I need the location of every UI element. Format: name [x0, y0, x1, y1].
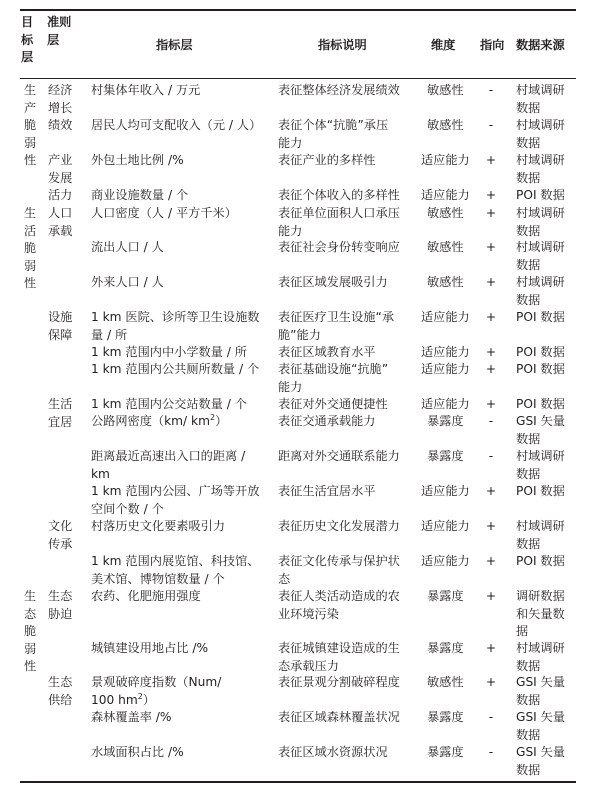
indicator-cell: 森林覆盖率 /% [91, 710, 172, 724]
indicator-desc-cell: 表征对外交通便捷性 [278, 397, 388, 411]
data-source-cell: POI 数据 [516, 188, 565, 202]
data-source-cell: GSI 矢量 数据 [516, 414, 566, 446]
direction-cell: - [488, 83, 494, 97]
criterion-population-capacity: 人口 承载 [48, 206, 73, 238]
direction-cell: + [485, 362, 497, 376]
header-criterion-layer: 准则 层 [47, 15, 72, 47]
indicator-cell: 1 km 范围内中小学数量 / 所 [91, 345, 247, 359]
data-source-cell: 村域调研 数据 [516, 118, 565, 150]
direction-cell: - [488, 449, 494, 463]
header-target-layer: 目 标 层 [21, 15, 34, 64]
indicator-cell: 1 km 范围内公园、广场等开放 空间个数 / 个 [91, 484, 260, 516]
indicator-text: 景观破碎度指数（Num/ 100 hm [91, 675, 222, 707]
data-source-cell: POI 数据 [516, 484, 565, 498]
criterion-industry-vitality: 产业 发展 活力 [48, 153, 73, 202]
direction-cell: - [488, 710, 494, 724]
criterion-eco-supply: 生态 供给 [48, 675, 73, 707]
data-source-cell: POI 数据 [516, 397, 565, 411]
direction-cell: + [485, 519, 497, 533]
indicator-desc-cell: 表征医疗卫生设施“承 脆”能力 [278, 310, 395, 342]
data-source-cell: 村域调研 数据 [516, 153, 565, 185]
indicator-text-tail: ） [142, 692, 156, 707]
data-source-cell: POI 数据 [516, 362, 565, 376]
dimension-cell: 敏感性 [427, 275, 464, 289]
indicator-cell: 城镇建设用地占比 /% [91, 641, 209, 655]
data-source-cell: POI 数据 [516, 554, 565, 568]
indicator-cell: 外来人口 / 人 [91, 275, 164, 289]
indicator-desc-cell: 表征整体经济发展绩效 [278, 83, 400, 97]
direction-cell: + [485, 484, 497, 498]
direction-cell: + [485, 275, 497, 289]
indicator-desc-cell: 表征产业的多样性 [278, 153, 376, 167]
data-source-cell: GSI 矢量 数据 [516, 745, 566, 777]
indicator-superscript: 2 [137, 691, 143, 701]
target-layer-ecology: 生 态 脆 弱 性 [24, 589, 37, 673]
data-source-cell: 村域调研 数据 [516, 449, 565, 481]
direction-cell: + [485, 675, 497, 689]
dimension-cell: 暴露度 [427, 710, 464, 724]
table-header-rule [20, 78, 576, 79]
dimension-cell: 适应能力 [421, 554, 470, 568]
criterion-livability: 生活 宜居 [48, 397, 73, 429]
indicator-desc-cell: 表征区域水资源状况 [278, 745, 388, 759]
data-source-cell: POI 数据 [516, 310, 565, 324]
indicator-cell: 1 km 范围内公共厕所数量 / 个 [91, 362, 260, 376]
data-source-cell: GSI 矢量 数据 [516, 710, 566, 742]
dimension-cell: 适应能力 [421, 519, 470, 533]
indicator-cell: 1 km 医院、诊所等卫生设施数 量 / 所 [91, 310, 260, 342]
indicator-desc-cell: 表征社会身份转变响应 [278, 240, 400, 254]
indicator-cell: 村集体年收入 / 万元 [91, 83, 201, 97]
data-source-cell: 村域调研 数据 [516, 206, 565, 238]
dimension-cell: 敏感性 [427, 83, 464, 97]
data-source-cell: 村域调研 数据 [516, 83, 565, 115]
direction-cell: - [488, 118, 494, 132]
indicator-cell [91, 413, 227, 431]
data-source-cell: 村域调研 数据 [516, 641, 565, 673]
direction-cell: + [485, 554, 497, 568]
direction-cell: + [485, 641, 497, 655]
data-source-cell: GSI 矢量 数据 [516, 675, 566, 707]
indicator-desc-cell: 表征景观分割破碎程度 [278, 675, 400, 689]
criterion-facility-support: 设施 保障 [48, 310, 73, 342]
dimension-cell: 暴露度 [427, 414, 464, 428]
dimension-cell: 暴露度 [427, 449, 464, 463]
dimension-cell: 敏感性 [427, 240, 464, 254]
indicator-cell: 村落历史文化要素吸引力 [91, 519, 226, 533]
indicator-desc-cell: 表征单位面积人口承压 能力 [278, 206, 400, 238]
dimension-cell: 适应能力 [421, 397, 470, 411]
data-source-cell: 村域调研 数据 [516, 519, 565, 551]
criterion-eco-stress: 生态 胁迫 [48, 589, 73, 621]
dimension-cell: 适应能力 [421, 153, 470, 167]
indicator-desc-cell: 表征生活宜居水平 [278, 484, 376, 498]
direction-cell: + [485, 345, 497, 359]
header-data-source: 数据来源 [516, 38, 565, 52]
indicator-superscript: 2 [209, 412, 216, 422]
dimension-cell: 适应能力 [421, 484, 470, 498]
indicator-text-tail: ） [215, 414, 228, 428]
data-source-cell: POI 数据 [516, 345, 565, 359]
indicator-desc-cell: 距离对外交通联系能力 [278, 449, 400, 463]
indicator-desc-cell: 表征历史文化发展潜力 [278, 519, 400, 533]
indicator-cell [91, 674, 221, 709]
dimension-cell: 暴露度 [427, 589, 464, 603]
dimension-cell: 适应能力 [421, 362, 470, 376]
data-source-cell: 村域调研 数据 [516, 240, 565, 272]
header-indicator-layer: 指标层 [156, 38, 193, 52]
indicator-cell: 居民人均可支配收入（元 / 人） [91, 118, 262, 132]
direction-cell: - [488, 745, 494, 759]
direction-cell: + [485, 589, 497, 603]
indicator-cell: 距离最近高速出入口的距离 / km [91, 449, 246, 481]
indicator-cell: 流出人口 / 人 [91, 240, 164, 254]
target-layer-living: 生 活 脆 弱 性 [24, 206, 37, 290]
criterion-culture: 文化 传承 [48, 519, 73, 551]
dimension-cell: 敏感性 [427, 675, 464, 689]
dimension-cell: 适应能力 [421, 310, 470, 324]
dimension-cell: 暴露度 [427, 745, 464, 759]
dimension-cell: 敏感性 [427, 206, 464, 220]
dimension-cell: 敏感性 [427, 118, 464, 132]
indicator-desc-cell: 表征区域教育水平 [278, 345, 376, 359]
indicator-desc-cell: 表征区域发展吸引力 [278, 275, 388, 289]
header-indicator-desc: 指标说明 [318, 38, 367, 52]
direction-cell: + [485, 153, 497, 167]
header-dimension: 维度 [431, 38, 456, 52]
indicator-cell: 1 km 范围内展览馆、科技馆、 美术馆、博物馆数量 / 个 [91, 554, 260, 586]
indicator-desc-cell: 表征区域森林覆盖状况 [278, 710, 400, 724]
direction-cell: + [485, 206, 497, 220]
indicator-desc-cell: 表征交通承载能力 [278, 414, 376, 428]
criterion-economic-growth: 经济 增长 绩效 [48, 83, 73, 132]
data-source-cell: 村域调研 数据 [516, 275, 565, 307]
dimension-cell: 适应能力 [421, 345, 470, 359]
indicator-desc-cell: 表征人类活动造成的农 业环境污染 [278, 589, 400, 621]
indicator-cell: 商业设施数量 / 个 [91, 188, 189, 202]
indicator-cell: 外包土地比例 /% [91, 153, 184, 167]
direction-cell: + [485, 188, 497, 202]
indicator-cell: 人口密度（人 / 平方千米） [91, 206, 237, 220]
target-layer-production: 生 产 脆 弱 性 [24, 83, 37, 167]
direction-cell: - [488, 414, 494, 428]
dimension-cell: 暴露度 [427, 641, 464, 655]
dimension-cell: 适应能力 [421, 188, 470, 202]
indicator-desc-cell: 表征城镇建设造成的生 态承载压力 [278, 641, 400, 673]
indicator-desc-cell: 表征文化传承与保护状 态 [278, 554, 400, 586]
indicator-desc-cell: 表征个体“抗脆”承压 能力 [278, 118, 389, 150]
header-direction: 指向 [480, 38, 505, 52]
indicator-cell: 水域面积占比 /% [91, 745, 184, 759]
indicator-cell: 1 km 范围内公交站数量 / 个 [91, 397, 247, 411]
data-source-cell: 调研数据 和矢量数 据 [516, 589, 565, 638]
indicator-cell: 农药、化肥施用强度 [91, 589, 201, 603]
table-top-rule [20, 9, 576, 11]
direction-cell: + [485, 240, 497, 254]
direction-cell: + [485, 397, 497, 411]
indicator-desc-cell: 表征个体收入的多样性 [278, 188, 400, 202]
indicator-text: 公路网密度（km/ km [91, 414, 210, 428]
table-bottom-rule [20, 781, 576, 783]
direction-cell: + [485, 310, 497, 324]
indicator-desc-cell: 表征基础设施“抗脆” 能力 [278, 362, 389, 394]
